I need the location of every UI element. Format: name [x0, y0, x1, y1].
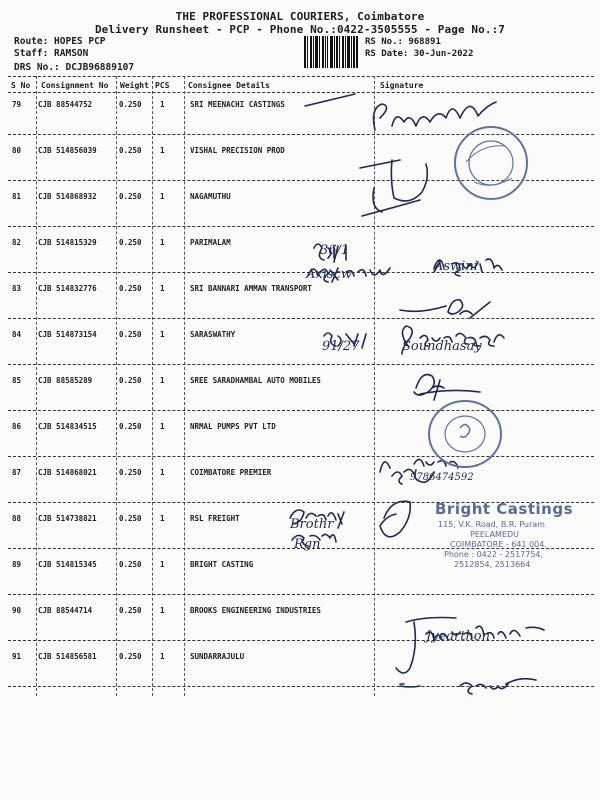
row-sno: 79 — [12, 100, 22, 109]
hw-r84-b: Soundhasay — [402, 339, 482, 354]
col-consignee: Consignee Details — [188, 81, 270, 90]
row-pcs: 1 — [160, 146, 165, 155]
row-consignee: PARIMALAM — [190, 238, 231, 247]
row-weight: 0.250 — [119, 468, 142, 477]
row-pcs: 1 — [160, 100, 165, 109]
row-pcs: 1 — [160, 330, 165, 339]
row-weight: 0.250 — [119, 284, 142, 293]
row-weight: 0.250 — [119, 422, 142, 431]
col-signature: Signature — [380, 81, 424, 90]
row-consignment: CJB 514873154 — [38, 330, 97, 339]
row-weight: 0.250 — [119, 330, 142, 339]
row-weight: 0.250 — [119, 560, 142, 569]
row-consignee: SRI MEENACHI CASTINGS — [190, 100, 285, 109]
barcode-image — [304, 36, 358, 68]
hw-r82-a: 36/1 — [320, 243, 350, 258]
row-sno: 88 — [12, 514, 22, 523]
route-label: Route: HOPES PCP — [14, 36, 106, 47]
header-top-rule — [8, 76, 594, 77]
row-consignee: SARASWATHY — [190, 330, 236, 339]
hw-r84-a: 91/27 — [322, 339, 360, 354]
hw-r88-a: Brothr — [290, 517, 334, 532]
row-weight: 0.250 — [119, 606, 142, 615]
row-consignee: SUNDARRAJULU — [190, 652, 245, 661]
row-consignment: CJB 88585289 — [38, 376, 93, 385]
stamp-phone-line: 2512854, 2513664 — [454, 560, 531, 569]
row-weight: 0.250 — [119, 238, 142, 247]
row-sno: 87 — [12, 468, 22, 477]
row-weight: 0.250 — [119, 100, 142, 109]
row-consignment: CJB 514815345 — [38, 560, 97, 569]
row-sno: 80 — [12, 146, 22, 155]
row-consignment: CJB 514834515 — [38, 422, 97, 431]
row-consignment: CJB 88544752 — [38, 100, 93, 109]
row-pcs: 1 — [160, 514, 165, 523]
row-sno: 81 — [12, 192, 22, 201]
row-consignment: CJB 514856581 — [38, 652, 97, 661]
company-seal-icon — [426, 398, 504, 470]
hw-r87-a: 9786474592 — [410, 472, 474, 483]
row-sno: 86 — [12, 422, 22, 431]
staff-label: Staff: RAMSON — [14, 48, 89, 59]
stamp-address-line: COIMBATORE - 641 004. — [450, 540, 547, 549]
row-consignment: CJB 514868932 — [38, 192, 97, 201]
row-consignee: BRIGHT CASTING — [190, 560, 254, 569]
drs-number: DRS No.: DCJB96889107 — [14, 62, 135, 73]
hw-r82-c: Aswini — [434, 259, 478, 274]
row-consignee: RSL FREIGHT — [190, 514, 240, 523]
stamp-phone-line: Phone : 0422 - 2517754, — [444, 550, 544, 559]
col-pcs: PCS — [155, 81, 170, 90]
row-consignee: COIMBATORE PREMIER — [190, 468, 272, 477]
row-sno: 82 — [12, 238, 22, 247]
row-consignee: BROOKS ENGINEERING INDUSTRIES — [190, 606, 321, 615]
row-consignee: SREE SARADHAMBAL AUTO MOBILES — [190, 376, 321, 385]
col-weight: Weight — [120, 81, 149, 90]
row-consignment: CJB 514832776 — [38, 284, 97, 293]
row-sno: 84 — [12, 330, 22, 339]
col-sno: S No — [11, 81, 31, 90]
stamp-company-name: Bright Castings — [435, 500, 573, 518]
bright-castings-stamp — [410, 500, 590, 572]
row-consignee: VISHAL PRECISION PROD — [190, 146, 285, 155]
row-pcs: 1 — [160, 560, 165, 569]
row-pcs: 1 — [160, 284, 165, 293]
row-consignment: CJB 514856039 — [38, 146, 97, 155]
row-consignment: CJB 514738821 — [38, 514, 97, 523]
row-weight: 0.250 — [119, 514, 142, 523]
hw-r88-b: Rgn — [294, 537, 321, 552]
row-pcs: 1 — [160, 376, 165, 385]
row-consignment: CJB 514868021 — [38, 468, 97, 477]
row-pcs: 1 — [160, 606, 165, 615]
row-pcs: 1 — [160, 468, 165, 477]
row-pcs: 1 — [160, 192, 165, 201]
col-consignment: Consignment No — [41, 81, 109, 90]
row-consignment: CJB 88544714 — [38, 606, 93, 615]
row-weight: 0.250 — [119, 652, 142, 661]
rs-date: RS Date: 30-Jun-2022 — [365, 49, 474, 59]
row-consignee: SRI BANNARI AMMAN TRANSPORT — [190, 284, 312, 293]
row-pcs: 1 — [160, 422, 165, 431]
row-consignee: NRMAL PUMPS PVT LTD — [190, 422, 276, 431]
hw-r82-b: Axiscw — [306, 267, 352, 282]
runsheet-subtitle: Delivery Runsheet - PCP - Phone No.:0422-3505555 - Page No.:7 — [94, 23, 506, 36]
stamp-address-line: 115, V.K. Road, B.R. Puram — [438, 520, 545, 529]
company-seal-icon — [452, 124, 530, 202]
company-title: THE PROFESSIONAL COURIERS, Coimbatore — [175, 10, 425, 23]
hw-r90-a: Jyearthon — [426, 629, 491, 644]
rs-number: RS No.: 968891 — [365, 37, 441, 47]
row-sno: 90 — [12, 606, 22, 615]
row-weight: 0.250 — [119, 146, 142, 155]
row-sno: 89 — [12, 560, 22, 569]
row-sno: 83 — [12, 284, 22, 293]
row-consignee: NAGAMUTHU — [190, 192, 231, 201]
row-consignment: CJB 514815329 — [38, 238, 97, 247]
row-weight: 0.250 — [119, 376, 142, 385]
row-pcs: 1 — [160, 652, 165, 661]
row-sno: 91 — [12, 652, 22, 661]
row-sno: 85 — [12, 376, 22, 385]
stamp-address-line: PEELAMEDU — [470, 530, 520, 539]
row-weight: 0.250 — [119, 192, 142, 201]
row-pcs: 1 — [160, 238, 165, 247]
